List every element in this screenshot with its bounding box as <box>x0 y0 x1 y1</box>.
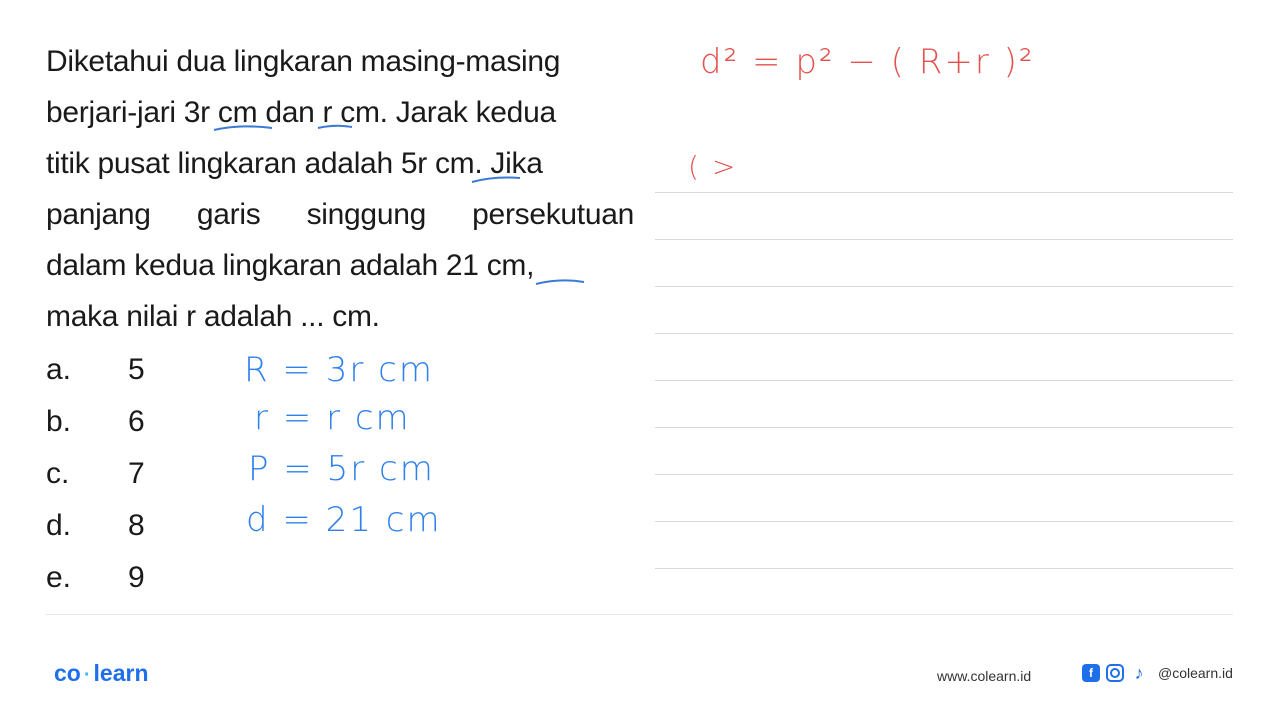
option-letter: d. <box>46 509 72 542</box>
handwritten-formula: d² = p² − ( R+r )² <box>700 42 1035 82</box>
option-value: 8 <box>128 509 145 542</box>
handwritten-partial: ( > <box>688 150 738 183</box>
logo-dot: · <box>83 664 91 686</box>
website-link[interactable]: www.colearn.id <box>937 668 1032 684</box>
bottom-divider <box>46 614 1233 615</box>
option-value: 6 <box>128 405 145 438</box>
instagram-icon[interactable] <box>1106 664 1124 682</box>
tiktok-icon[interactable]: ♪ <box>1134 662 1144 683</box>
question-line-5: dalam kedua lingkaran adalah 21 cm, <box>46 249 535 282</box>
ruled-line <box>655 427 1233 428</box>
colearn-logo <box>54 660 149 687</box>
social-links <box>1082 664 1233 682</box>
option-letter: e. <box>46 561 72 594</box>
ruled-line <box>655 239 1233 240</box>
logo-left: co <box>54 660 81 686</box>
option-value: 7 <box>128 457 145 490</box>
ruled-line <box>655 521 1233 522</box>
handwritten-given-d: d = 21 cm <box>246 500 442 540</box>
question-line-2: berjari-jari 3r cm dan r cm. Jarak kedua <box>46 96 556 129</box>
logo-right: learn <box>93 660 149 686</box>
ruled-line <box>655 474 1233 475</box>
social-handle: @colearn.id <box>1158 665 1233 681</box>
option-d[interactable] <box>46 500 145 552</box>
option-letter: b. <box>46 405 72 438</box>
ruled-line <box>655 380 1233 381</box>
option-c[interactable] <box>46 448 145 500</box>
answer-options <box>46 344 145 604</box>
handwritten-given-R: R = 3r cm <box>244 350 434 390</box>
option-value: 5 <box>128 353 145 386</box>
option-letter: c. <box>46 457 70 490</box>
handwritten-given-r: r = r cm <box>254 398 411 438</box>
ruled-line <box>655 568 1233 569</box>
question-text <box>46 36 646 342</box>
facebook-icon[interactable]: f <box>1082 664 1100 682</box>
option-letter: a. <box>46 353 72 386</box>
option-a[interactable] <box>46 344 145 396</box>
question-line-6: maka nilai r adalah ... cm. <box>46 300 380 333</box>
ruled-line <box>655 333 1233 334</box>
handwritten-given-P: P = 5r cm <box>248 449 435 489</box>
option-value: 9 <box>128 561 145 594</box>
question-line-4: panjang garis singgung persekutuan <box>46 198 634 231</box>
ruled-line <box>655 192 1233 193</box>
question-line-3: titik pusat lingkaran adalah 5r cm. Jika <box>46 147 543 180</box>
question-line-1: Diketahui dua lingkaran masing-masing <box>46 45 561 78</box>
option-e[interactable] <box>46 552 145 604</box>
ruled-line <box>655 286 1233 287</box>
option-b[interactable] <box>46 396 145 448</box>
